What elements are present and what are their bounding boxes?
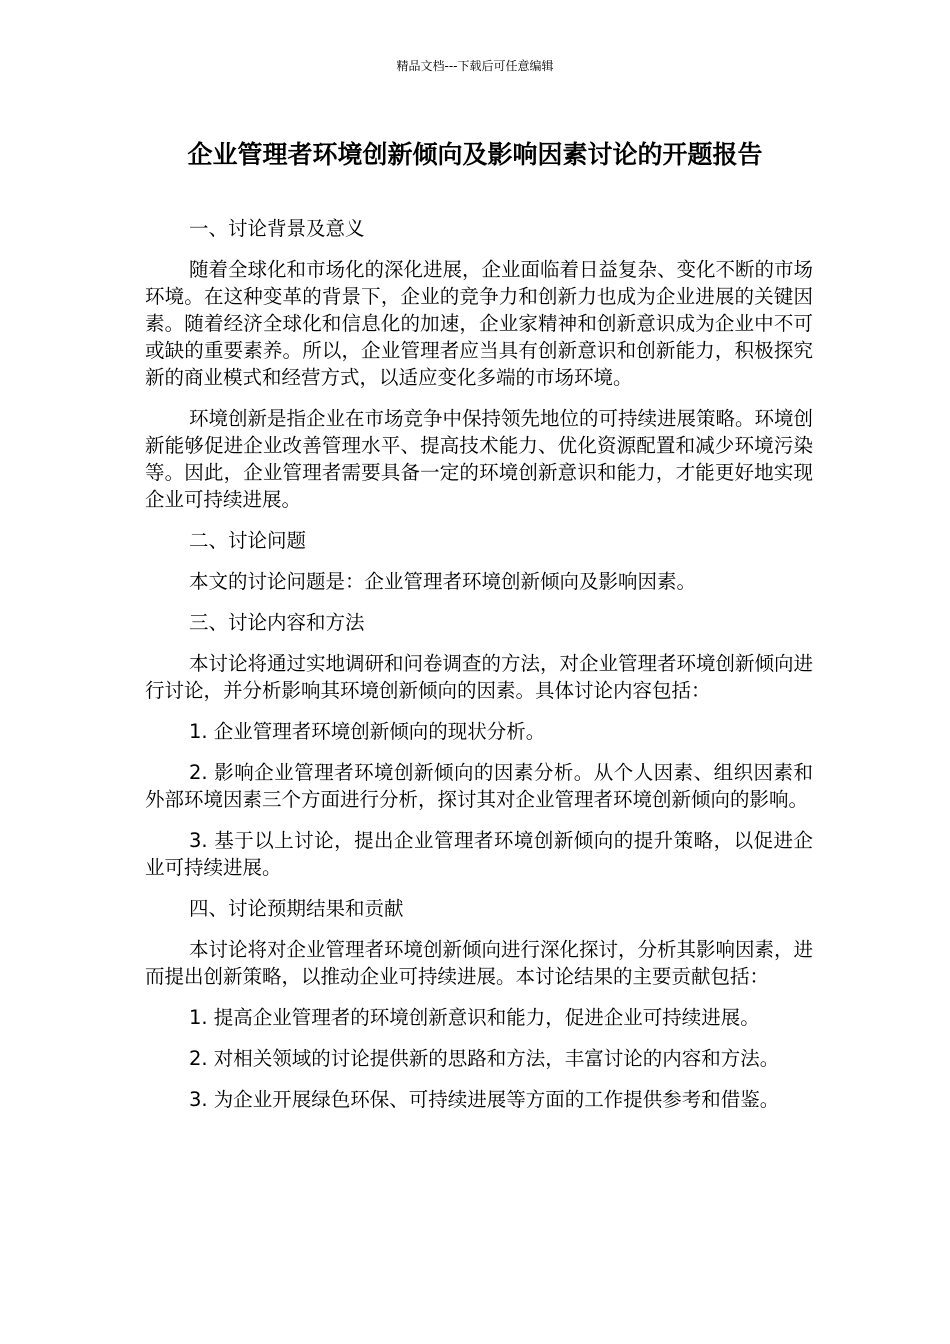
paragraph-content-method: 本讨论将通过实地调研和问卷调查的方法，对企业管理者环境创新倾向进行讨论，并分析影响其环境创新倾向的因素。具体讨论内容包括： [145,652,814,702]
paragraph-background-2: 环境创新是指企业在市场竞争中保持领先地位的可持续进展策略。环境创新能够促进企业改善管理水平、提高技术能力、优化资源配置和减少环境污染等。因此，企业管理者需要具备一定的环境创新意识和能力，才能更好地实现企业可持续进展。 [145,407,814,511]
document-title: 企业管理者环境创新倾向及影响因素讨论的开题报告 [187,140,763,169]
list-item-content-2: 2. 影响企业管理者环境创新倾向的因素分析。从个人因素、组织因素和外部环境因素三个方面进行分析，探讨其对企业管理者环境创新倾向的影响。 [145,761,813,811]
list-item-content-1: 1. 企业管理者环境创新倾向的现状分析。 [189,720,546,743]
document-body [145,215,813,1127]
list-item-results-3: 3. 为企业开展绿色环保、可持续进展等方面的工作提供参考和借鉴。 [189,1088,780,1111]
paragraph-question: 本文的讨论问题是：企业管理者环境创新倾向及影响因素。 [189,570,697,593]
paragraph-background-1: 随着全球化和市场化的深化进展，企业面临着日益复杂、变化不断的市场环境。在这种变革的背景下，企业的竞争力和创新力也成为企业进展的关键因素。随着经济全球化和信息化的加速，企业家精神和创新意识成为企业中不可或缺的重要素养。所以，企业管理者应当具有创新意识和创新能力，积极探究新的商业模式和经营方式，以适应变化多端的市场环境。 [145,258,814,389]
section-heading-background: 一、讨论背景及意义 [189,217,365,240]
list-item-content-3: 3. 基于以上讨论，提出企业管理者环境创新倾向的提升策略，以促进企业可持续进展。 [145,829,813,879]
section-heading-content-method: 三、讨论内容和方法 [189,611,365,634]
list-item-results-2: 2. 对相关领域的讨论提供新的思路和方法，丰富讨论的内容和方法。 [189,1047,780,1070]
paragraph-results: 本讨论将对企业管理者环境创新倾向进行深化探讨，分析其影响因素，进而提出创新策略，以推动企业可持续进展。本讨论结果的主要贡献包括： [145,938,814,988]
list-item-results-1: 1. 提高企业管理者的环境创新意识和能力，促进企业可持续进展。 [189,1006,760,1029]
section-heading-question: 二、讨论问题 [189,529,307,552]
section-heading-results: 四、讨论预期结果和贡献 [189,897,404,920]
header-note: 精品文档---下载后可任意编辑 [396,59,554,73]
